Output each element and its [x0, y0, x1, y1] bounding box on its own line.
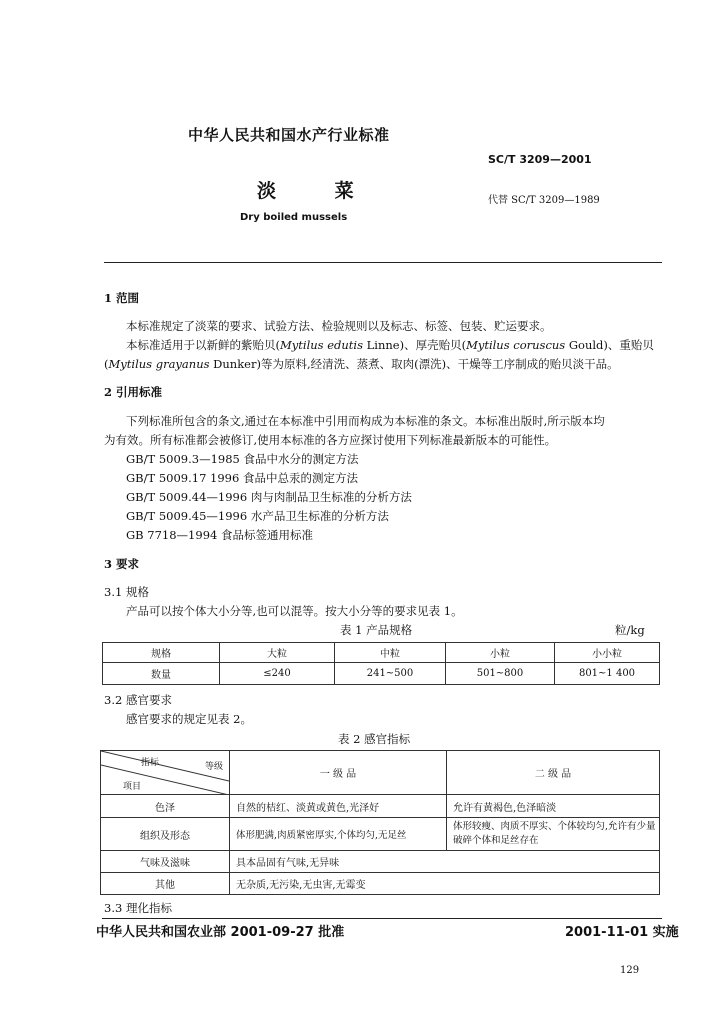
header-divider: [104, 262, 662, 263]
table-cell: 体形肥满,肉质紧密厚实,个体均匀,无足丝: [230, 818, 447, 851]
section-3-1-heading: 3.1 规格: [104, 585, 149, 599]
table-cell: 气味及滋味: [101, 851, 230, 873]
table-row: [101, 818, 660, 851]
table-cell: 小粒: [446, 643, 555, 663]
table-cell: 具本品固有气味,无异味: [230, 851, 660, 873]
table-cell: 小小粒: [555, 643, 660, 663]
english-title: Dry boiled mussels: [240, 212, 348, 223]
table-row: [101, 795, 660, 818]
reference-item: GB/T 5009.17 1996 食品中总汞的测定方法: [126, 471, 358, 485]
standard-name: 淡 菜: [257, 180, 380, 202]
effective-date: 2001-11-01 实施: [565, 925, 679, 940]
table-cell: 其他: [101, 873, 230, 895]
table-2-caption: 表 2 感官指标: [338, 732, 411, 746]
table-cell: 组织及形态: [101, 818, 230, 851]
document-authority-title: 中华人民共和国水产行业标准: [188, 126, 390, 144]
page-number: 129: [620, 965, 640, 976]
table-cell: 体形较瘦、肉质不厚实、个体较均匀,允许有少量破碎个体和足丝存在: [447, 818, 660, 851]
approval-date: 中华人民共和国农业部 2001-09-27 批准: [96, 925, 345, 940]
table-cell: 中粒: [335, 643, 446, 663]
section-3-1-para: 产品可以按个体大小分等,也可以混等。按大小分等的要求见表 1。: [126, 604, 463, 618]
table-cell: 无杂质,无污染,无虫害,无霉变: [230, 873, 660, 895]
table-cell: 501~800: [446, 663, 555, 685]
section-2-para-1: 下列标准所包含的条文,通过在本标准中引用而构成为本标准的条文。本标准出版时,所示版本均: [126, 414, 605, 428]
grade-2-header: 二 级 品: [447, 751, 660, 795]
section-1-para-3: (Mytilus grayanus Dunker)等为原料,经清洗、蒸煮、取肉(漂洗)、干燥等工序制成的贻贝淡干品。: [104, 357, 619, 371]
table-1-caption: 表 1 产品规格: [340, 623, 413, 637]
diag-label-indicator: 指标: [141, 758, 160, 768]
standard-code: SC/T 3209—2001: [488, 153, 592, 166]
table-1-product-spec: [102, 642, 660, 685]
table-row: [103, 643, 660, 663]
section-3-2-para: 感官要求的规定见表 2。: [126, 712, 252, 726]
section-1-heading: 1 范围: [104, 291, 140, 305]
table-cell: 自然的桔红、淡黄或黄色,光泽好: [230, 795, 447, 818]
grade-1-header: 一 级 品: [230, 751, 447, 795]
table-cell: ≤240: [220, 663, 335, 685]
reference-item: GB/T 5009.45—1996 水产品卫生标准的分析方法: [126, 509, 389, 523]
diagonal-header-cell: [101, 751, 230, 795]
table-2-sensory-indices: [100, 750, 660, 895]
table-row: [101, 851, 660, 873]
diag-label-item: 项目: [123, 782, 142, 792]
diagonal-lines: [101, 751, 229, 795]
section-1-para-1: 本标准规定了淡菜的要求、试验方法、检验规则以及标志、标签、包装、贮运要求。: [126, 319, 552, 333]
table-row: [101, 751, 660, 795]
footer-divider: [102, 918, 662, 919]
table-1-unit: 粒/kg: [615, 623, 645, 637]
reference-item: GB/T 5009.44—1996 肉与肉制品卫生标准的分析方法: [126, 490, 412, 504]
reference-item: GB/T 5009.3—1985 食品中水分的测定方法: [126, 452, 359, 466]
section-2-heading: 2 引用标准: [104, 385, 163, 399]
replaces-standard: 代替 SC/T 3209—1989: [488, 195, 600, 206]
table-cell: 数量: [103, 663, 220, 685]
table-cell: 色泽: [101, 795, 230, 818]
section-3-2-heading: 3.2 感官要求: [104, 693, 172, 707]
diag-label-grade: 等级: [205, 762, 224, 772]
section-3-heading: 3 要求: [104, 557, 140, 571]
table-cell: 大粒: [220, 643, 335, 663]
section-1-para-2: 本标准适用于以新鲜的紫贻贝(Mytilus edutis Linne)、厚壳贻贝(Mytilus coruscus Gould)、重贻贝: [126, 338, 654, 352]
reference-item: GB 7718—1994 食品标签通用标准: [126, 528, 313, 542]
table-row: [101, 873, 660, 895]
table-cell: 241~500: [335, 663, 446, 685]
section-2-para-2: 为有效。所有标准都会被修订,使用本标准的各方应探讨使用下列标准最新版本的可能性。: [104, 433, 557, 447]
table-cell: 801~1 400: [555, 663, 660, 685]
table-cell: 规格: [103, 643, 220, 663]
table-cell: 允许有黄褐色,色泽暗淡: [447, 795, 660, 818]
section-3-3-heading: 3.3 理化指标: [104, 901, 172, 915]
table-row: [103, 663, 660, 685]
